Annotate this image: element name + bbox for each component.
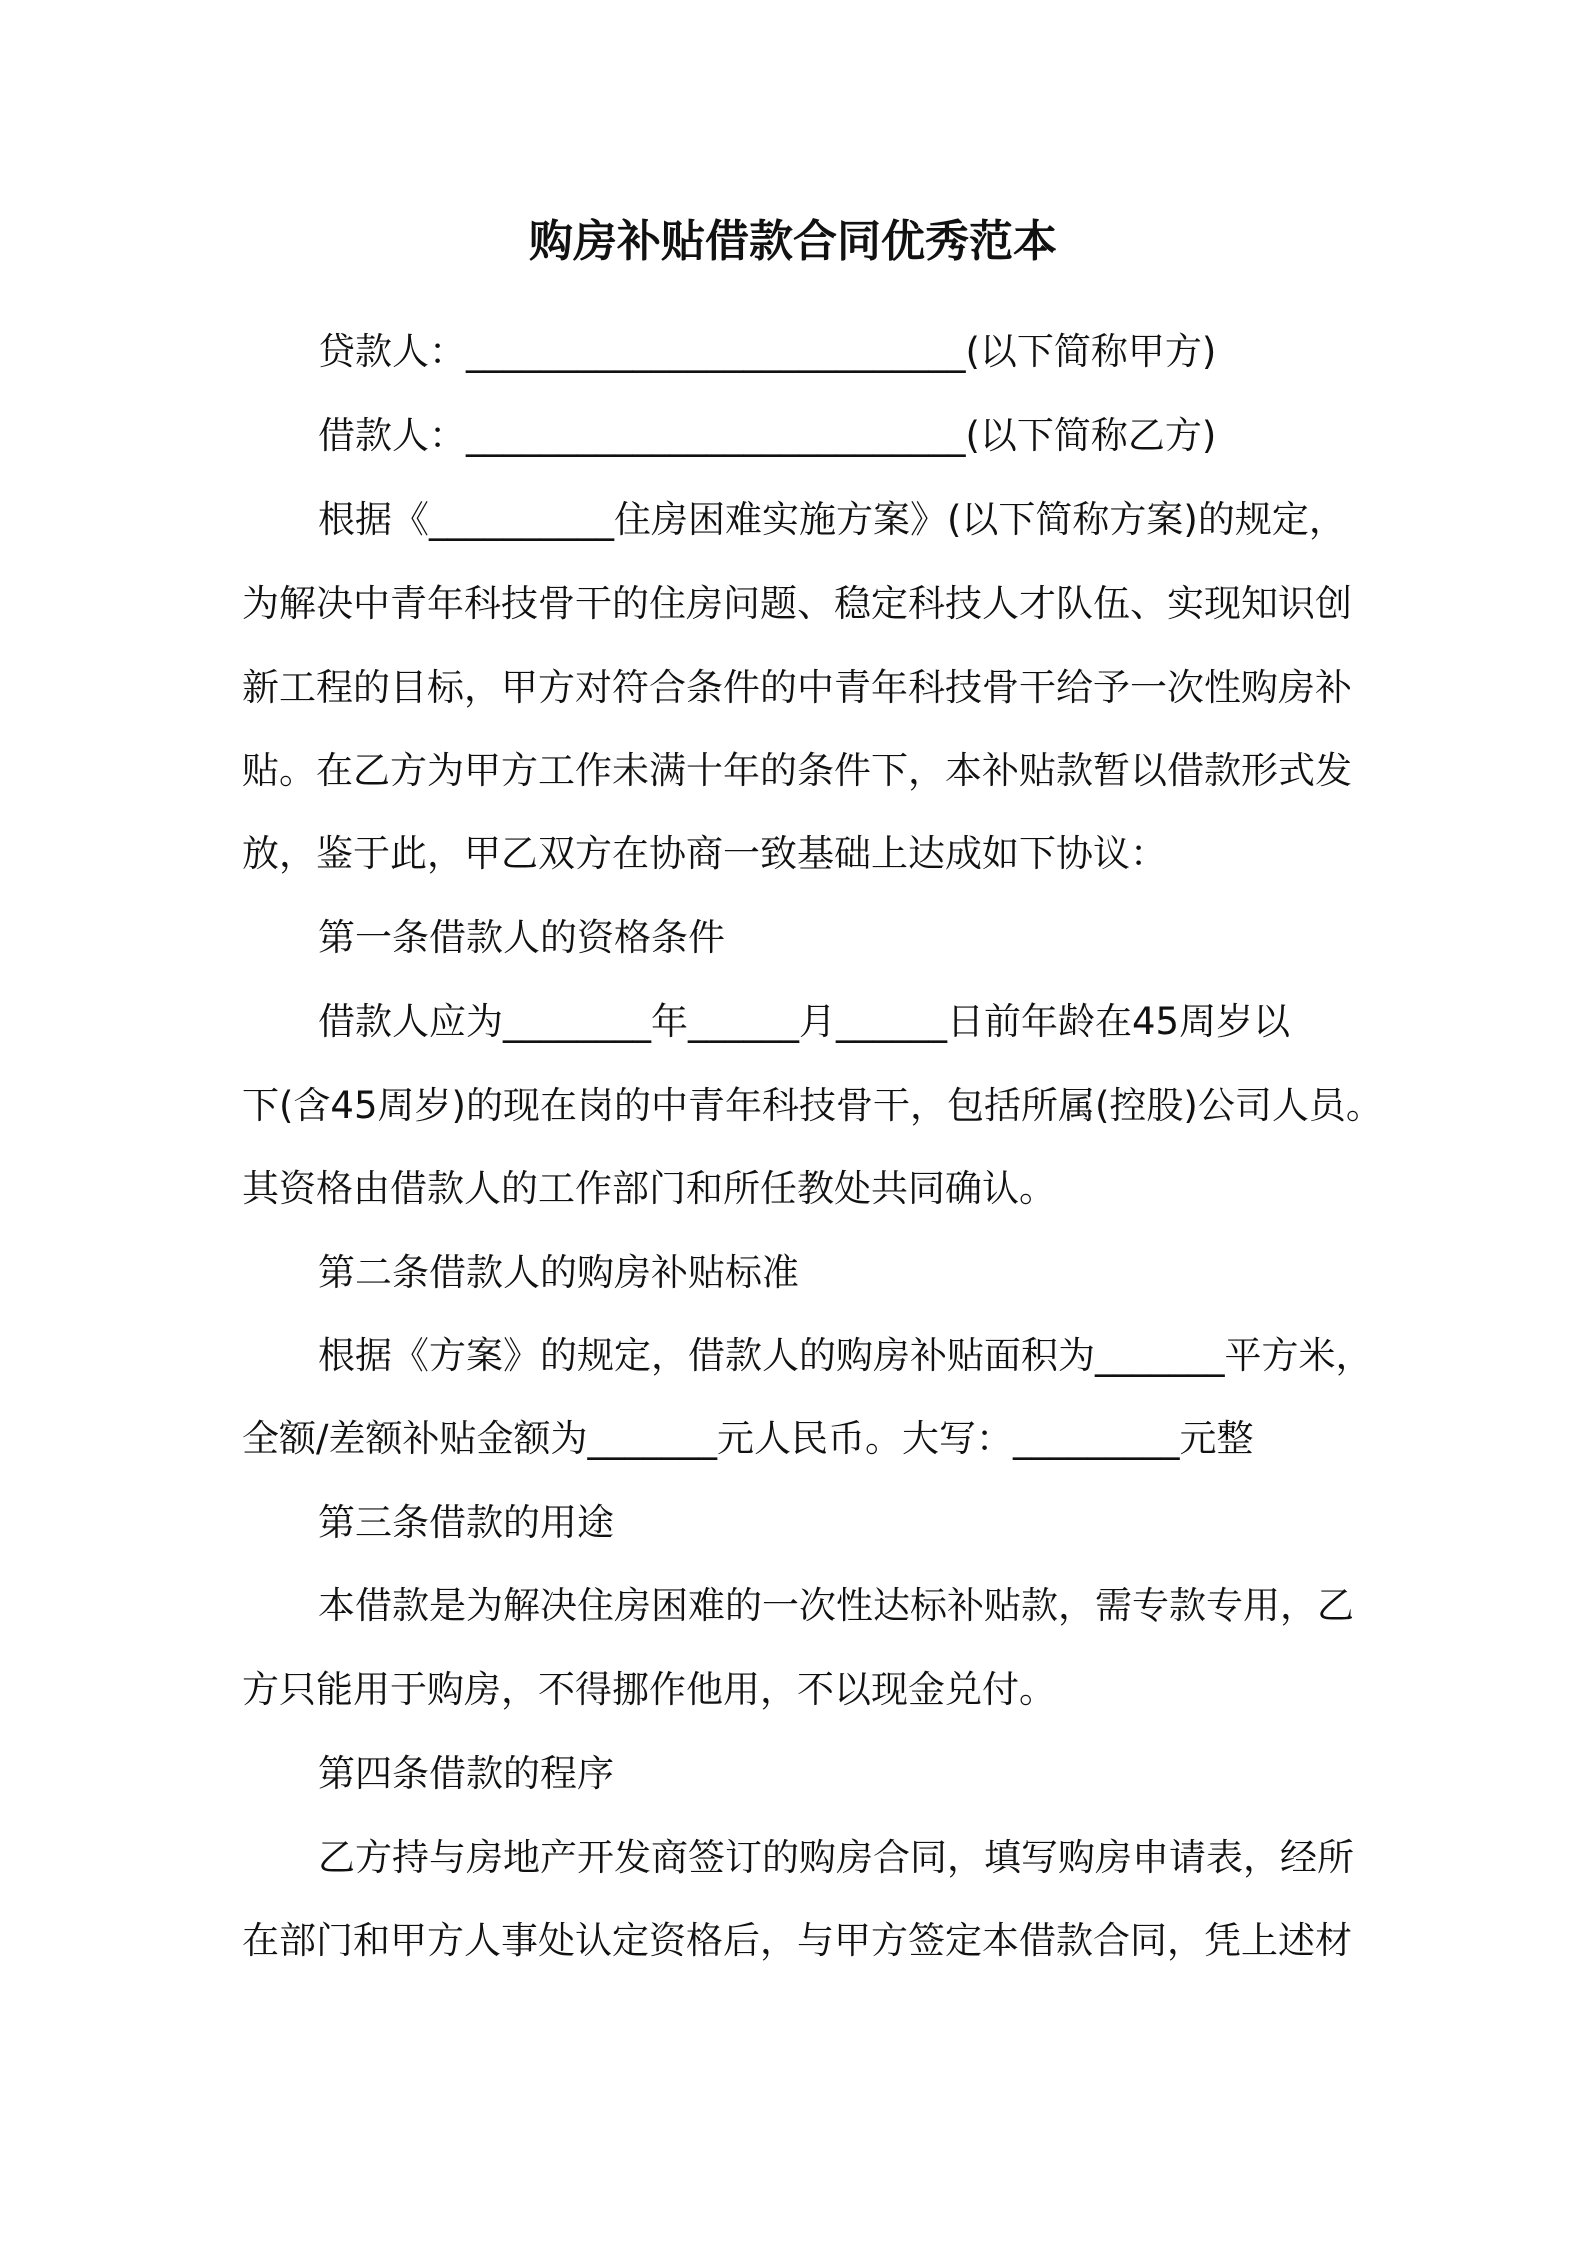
paragraph-line: 全额/差额补贴金额为_______元人民币。大写：_________元整	[242, 1417, 1254, 1460]
article-3-heading: 第三条借款的用途	[318, 1501, 614, 1544]
paragraph-line: 新工程的目标，甲方对符合条件的中青年科技骨干给予一次性购房补	[242, 666, 1352, 709]
lender-line: 贷款人：___________________________(以下简称甲方)	[318, 330, 1217, 373]
paragraph-line: 借款人应为________年______月______日前年龄在45周岁以	[318, 1000, 1291, 1043]
paragraph-line: 方只能用于购房，不得挪作他用，不以现金兑付。	[242, 1668, 1056, 1711]
document-title: 购房补贴借款合同优秀范本	[529, 216, 1057, 267]
paragraph-line: 贴。在乙方为甲方工作未满十年的条件下，本补贴款暂以借款形式发	[242, 749, 1352, 792]
paragraph-line: 根据《__________住房困难实施方案》(以下简称方案)的规定，	[318, 498, 1346, 541]
paragraph-line: 放，鉴于此，甲乙双方在协商一致基础上达成如下协议：	[242, 832, 1167, 875]
paragraph-line: 为解决中青年科技骨干的住房问题、稳定科技人才队伍、实现知识创	[242, 582, 1352, 625]
paragraph-line: 根据《方案》的规定，借款人的购房补贴面积为_______平方米，	[318, 1334, 1373, 1377]
paragraph-line: 下(含45周岁)的现在岗的中青年科技骨干，包括所属(控股)公司人员。	[242, 1084, 1383, 1127]
article-1-heading: 第一条借款人的资格条件	[318, 916, 725, 959]
article-2-heading: 第二条借款人的购房补贴标准	[318, 1251, 799, 1294]
paragraph-line: 在部门和甲方人事处认定资格后，与甲方签定本借款合同，凭上述材	[242, 1919, 1352, 1962]
article-4-heading: 第四条借款的程序	[318, 1752, 614, 1795]
paragraph-line: 本借款是为解决住房困难的一次性达标补贴款，需专款专用，乙	[318, 1584, 1354, 1627]
paragraph-line: 乙方持与房地产开发商签订的购房合同，填写购房申请表，经所	[318, 1836, 1354, 1879]
borrower-line: 借款人：___________________________(以下简称乙方)	[318, 414, 1217, 457]
paragraph-line: 其资格由借款人的工作部门和所任教处共同确认。	[242, 1167, 1056, 1210]
